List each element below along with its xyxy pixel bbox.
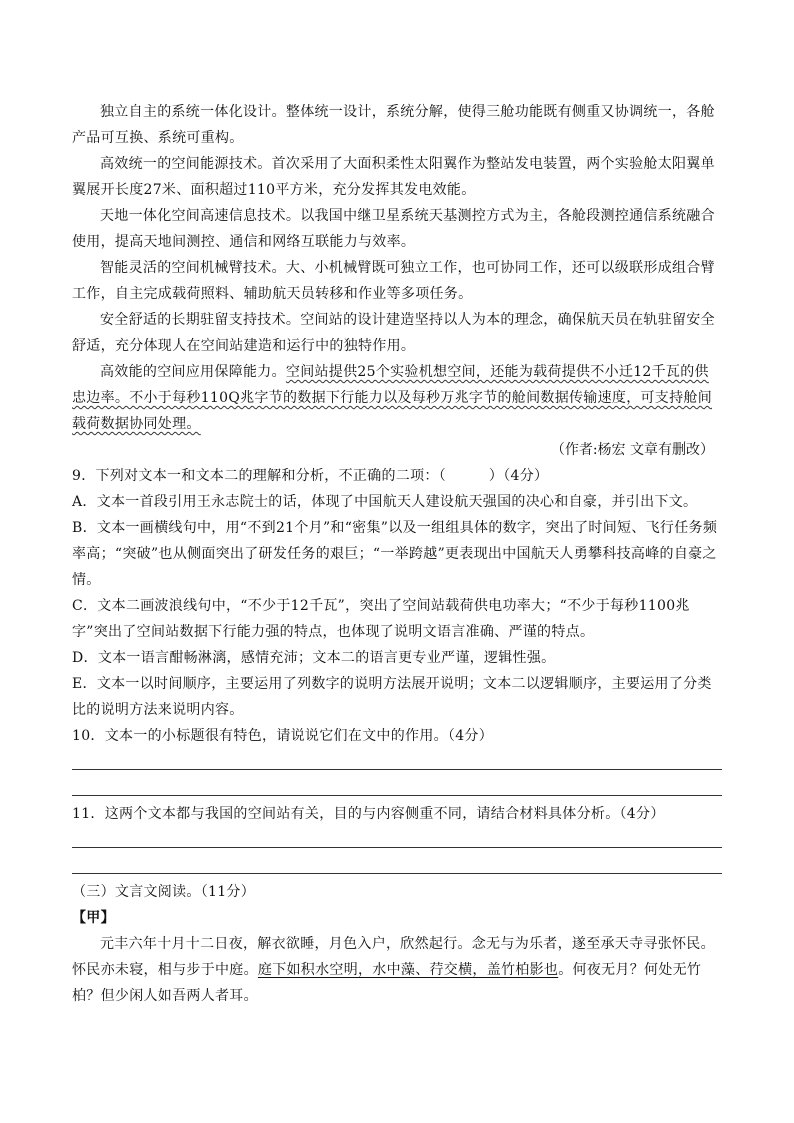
answer-line-q11-2[interactable]	[72, 873, 722, 874]
text2-paragraph-5: 安全舒适的长期驻留支持技术。空间站的设计建造坚持以人为本的理念，确保航天员在轨驻留安全舒适，充分体现人在空间站建造和运行中的独特作用。	[72, 312, 715, 354]
section-3-title: （三）文言文阅读。（11分）	[72, 884, 256, 900]
passage-jia-text	[72, 931, 722, 1009]
passage-jia-label: 【甲】	[72, 910, 115, 926]
question-9-option-c: C．文本二画波浪线句中，“不少于12千瓦”，突出了空间站载荷供电功率大；“不少于每秒1100兆字”突出了空间站数据下行能力强的特点，也体现了说明文语言准确、严谨的特点。	[72, 598, 690, 640]
question-9-option-a: A．文本一首段引用王永志院士的话，体现了中国航天人建设航天强国的决心和自豪，并引出下文。	[72, 494, 698, 510]
author-credit: （作者:杨宏 文章有删改）	[550, 442, 714, 458]
question-9-stem: 9．下列对文本一和文本二的理解和分析，不正确的二项：（ ）（4分）	[72, 468, 549, 484]
text2-paragraph-1: 独立自主的系统一体化设计。整体统一设计，系统分解，使得三舱功能既有侧重又协调统一，各舱产品可互换、系统可重构。	[72, 104, 715, 146]
text2-paragraph-2: 高效统一的空间能源技术。首次采用了大面积柔性太阳翼作为整站发电装置，两个实验舱太阳翼单翼展开长度27米、面积超过110平方米，充分发挥其发电效能。	[72, 156, 715, 198]
passage-jia-ending: 。何夜无月？何处无竹柏？但少闲人如吾两人者耳。	[72, 962, 702, 1004]
text2-paragraph-3: 天地一体化空间高速信息技术。以我国中继卫星系统天基测控方式为主，各舱段测控通信系统融合使用，提高天地间测控、通信和网络互联能力与效率。	[72, 208, 715, 250]
question-9-option-b: B．文本一画横线句中，用“不到21个月”和“密集”以及一组组具体的数字，突出了时间短、飞行任务频率高；“突破”也从侧面突出了研发任务的艰巨；“一举跨越”更表现出中国航天人勇攀科技高峰的自豪之情。	[72, 520, 718, 588]
question-9-option-e: E．文本一以时间顺序，主要运用了列数字的说明方法展开说明；文本二以逻辑顺序，主要运用了分类比的说明方法来说明内容。	[72, 676, 712, 718]
wavy-underlined-sentence: 空间站提供25个实验机想空间，还能为载荷提供不小迁12千瓦的供忠边率。不小于每秒110Q兆字节的数据下行能力以及每秒万兆字节的舱间数据传输速度，可支持舱间载荷数据协同处理。	[72, 364, 712, 432]
answer-line-q10-1[interactable]	[72, 769, 722, 770]
text2-paragraph-6	[72, 359, 722, 437]
text2-paragraph-4: 智能灵活的空间机械臂技术。大、小机械臂既可独立工作，也可协同工作，还可以级联形成组合臂工作，自主完成载荷照料、辅助航天员转移和作业等多项任务。	[72, 260, 715, 302]
question-11: 11．这两个文本都与我国的空间站有关，目的与内容侧重不同，请结合材料具体分析。（4分）	[72, 806, 665, 822]
question-9-option-d: D．文本一语言酣畅淋漓，感情充沛；文本二的语言更专业严谨，逻辑性强。	[72, 650, 556, 666]
question-10: 10．文本一的小标题很有特色，请说说它们在文中的作用。（4分）	[72, 728, 494, 744]
answer-line-q11-1[interactable]	[72, 847, 722, 848]
passage-jia-intro: 元丰六年十月十二日夜，解衣欲睡，月色入户，欣然起行。念无与为乐者，遂至承天寺寻张怀民。怀民亦未寝，相与步于中庭。	[72, 936, 715, 978]
underlined-sentence: 庭下如积水空明，水中藻、荇交横，盖竹柏影也	[257, 962, 559, 978]
answer-line-q10-2[interactable]	[72, 795, 722, 796]
paragraph-6-heading: 高效能的空间应用保障能力。	[100, 364, 286, 380]
